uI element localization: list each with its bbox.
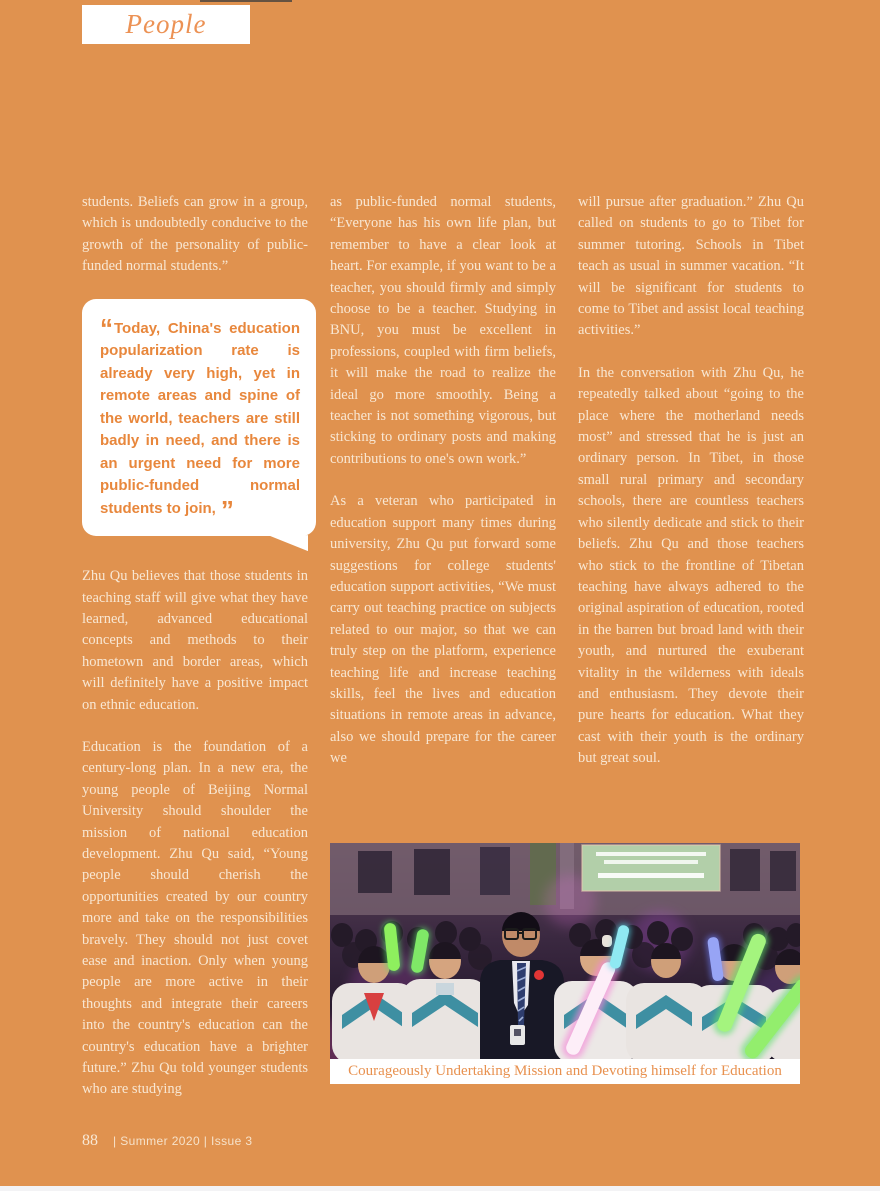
- photo-caption: Courageously Undertaking Mission and Devoting himself for Education: [348, 1063, 782, 1079]
- page-footer: [82, 1132, 253, 1150]
- column-1: [82, 192, 308, 1122]
- red-flower-pin-icon: [534, 970, 544, 980]
- pull-quote-text: Today, China's education popularization rate is already very high, yet in remote areas and spine of the world, teachers are still badly in need, and there is an urgent need for more public-funded normal students to join,: [100, 319, 300, 517]
- event-photo: [330, 843, 800, 1059]
- top-edge-line: [200, 0, 292, 2]
- paragraph: Education is the foundation of a century-long plan. In a new era, the young people of Beijing Normal University should shoulder the mission of national education development. Zhu Qu said, “Young people should cherish the opportunities created by our country more and take on the responsibilities bravely. They should not just covet ease and inaction. Only when young people are more active in their thoughts and integrate their careers into the country's education can the country's education have a brighter future.” Zhu Qu told younger students who are studying: [82, 738, 308, 1098]
- issue-info: | Summer 2020 | Issue 3: [113, 1134, 253, 1148]
- paragraph: Zhu Qu believes that those students in teaching staff will give what they have learned, advanced educational concepts and methods to their hometown and border areas, which will definitely have a positive impact on ethnic education.: [82, 568, 308, 713]
- paragraph: as public-funded normal students, “Everyone has his own life plan, but remember to have a clear look at heart. For example, if you want to be a teacher, you should firmly and simply choose to be a teacher. Studying in BNU, you must be excellent in professions, coupled with firm beliefs, it will make the road to realize the ideal go more smoothly. Being a teacher is not something vigorous, but sticking to ordinary posts and making contributions to one's own work.”: [330, 194, 556, 467]
- section-label: People: [125, 9, 207, 39]
- photo-caption-bar: [330, 1059, 800, 1084]
- bottom-edge-strip: [0, 1186, 880, 1191]
- paragraph: students. Beliefs can grow in a group, which is undoubtedly conducive to the growth of the personality of public-funded normal students.”: [82, 194, 308, 275]
- close-quote-icon: ”: [220, 494, 232, 525]
- paragraph: In the conversation with Zhu Qu, he repeatedly talked about “going to the place where the motherland needs most” and stressed that he is just an ordinary person. In Tibet, in those small rural primary and secondary schools, there are countless teachers who silently dedicate and stick to their beliefs. Zhu Qu and those teachers who stick to the frontline of Tibetan teaching have always adhered to the original aspiration of education, rooted in the barren but broad land with their youth, and nurtured the exuberant vitality in the wilderness with ideals and enthusiasm. They devote their pure hearts for education. What they cast with their youth is the ordinary but great soul.: [578, 364, 804, 767]
- column-2: [330, 192, 556, 791]
- paragraph: As a veteran who participated in education support many times during university, Zhu Qu put forward some suggestions for college students' education support activities, “We must carry out teaching practice on subjects related to our major, so that we can truly step on the platform, experience teaching life and increase teaching skills, feel the lives and education situations in remote areas in advance, also we should prepare for the career we: [330, 493, 556, 767]
- projection-screen: [582, 845, 720, 891]
- page-number: 88: [82, 1132, 98, 1149]
- photo-block: [330, 843, 800, 1084]
- section-tab: [82, 5, 250, 44]
- pull-quote-box: [82, 299, 316, 537]
- paragraph: will pursue after graduation.” Zhu Qu called on students to go to Tibet for summer tutoring. Schools in Tibet teach as usual in summer vacation. “It will be significant for students to come to Tibet and assist local teaching activities.”: [578, 194, 804, 339]
- column-3: [578, 192, 804, 791]
- open-quote-icon: “: [100, 312, 111, 343]
